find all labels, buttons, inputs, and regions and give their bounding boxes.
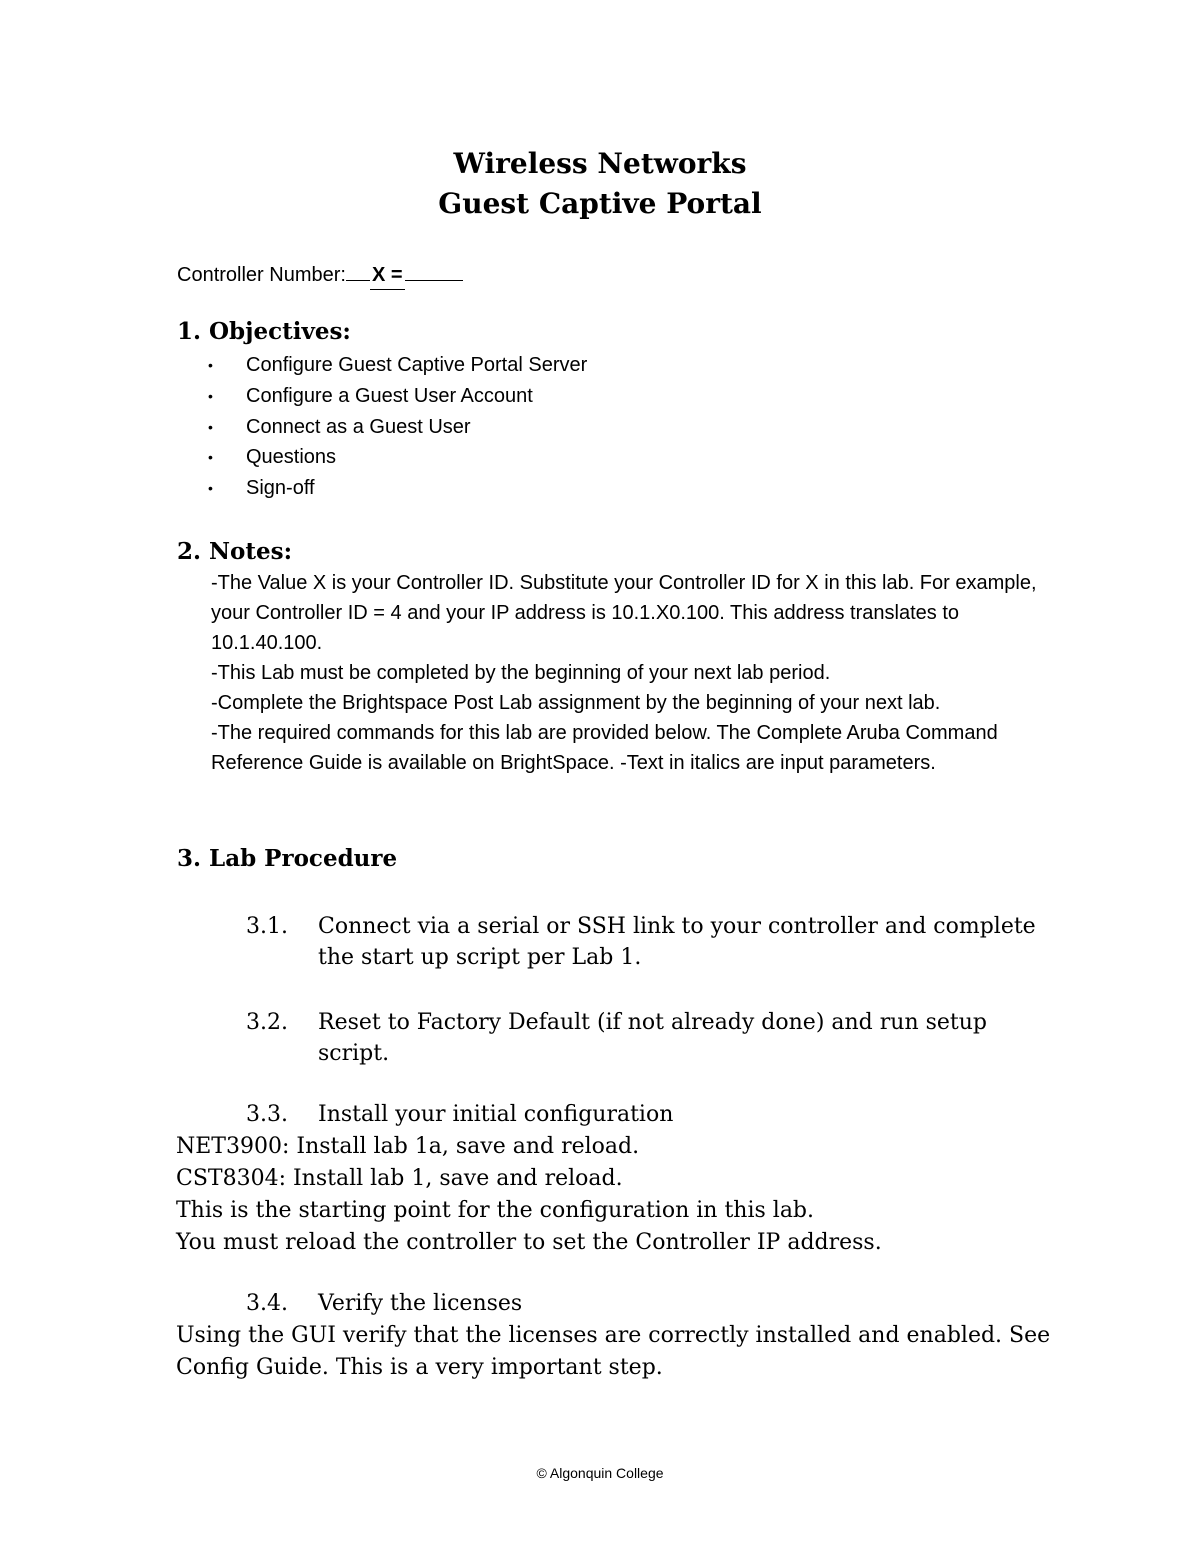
controller-number-field [177,258,463,290]
detail-line: NET3900: Install lab 1a, save and reload. [176,1134,640,1159]
objective-text: Configure Guest Captive Portal Server [246,354,588,376]
controller-blank-lead [346,258,370,281]
list-item [208,412,587,443]
notes-heading: 2. Notes: [177,538,293,565]
step-34-details [176,1320,1056,1384]
detail-line: Using the GUI verify that the licenses are correctly installed and enabled. See Config Guide. This is a very important step. [176,1323,1051,1380]
bullet-icon: • [208,449,213,466]
detail-line: This is the starting point for the configuration in this lab. [176,1198,815,1223]
objective-text: Configure a Guest User Account [246,384,533,407]
step-text: Verify the licenses [318,1291,523,1316]
step-33-details [176,1131,1056,1259]
step-number: 3.3. [246,1102,288,1127]
step-number: 3.2. [246,1010,288,1035]
step-number: 3.1. [246,914,288,939]
note-paragraph: -Complete the Brightspace Post Lab assignment by the beginning of your next lab. [211,692,941,714]
bullet-icon: • [208,418,213,435]
bullet-icon: • [208,387,213,404]
objective-text: Sign-off [246,477,315,500]
list-item [208,473,587,504]
objective-text: Connect as a Guest User [246,415,471,438]
objective-text: Questions [246,446,337,469]
list-item [208,442,587,473]
page-footer: © Algonquin College [536,1465,664,1481]
controller-number-label: Controller Number: [177,264,346,286]
note-paragraph: -The Value X is your Controller ID. Substitute your Controller ID for X in this lab. For example, your Controller ID = 4 and your IP address is 10.1.X0.100. This address translates to 10.1.40.100. [211,572,1037,654]
note-paragraph: -This Lab must be completed by the beginning of your next lab period. [211,662,831,684]
controller-number-value: X = [370,261,405,290]
objectives-list [208,350,587,504]
note-paragraph: -The required commands for this lab are provided below. The Complete Aruba Command Reference Guide is available on BrightSpace. -Text in italics are input parameters. [211,722,998,774]
bullet-icon: • [208,357,213,373]
bullet-icon: • [208,480,213,497]
document-title: Wireless Networks [453,147,747,180]
notes-body [211,568,1041,778]
step-text: Install your initial configuration [318,1102,674,1127]
detail-line: CST8304: Install lab 1, save and reload. [176,1166,623,1191]
detail-line: You must reload the controller to set the Controller IP address. [176,1230,882,1255]
objectives-heading: 1. Objectives: [177,318,351,345]
step-number: 3.4. [246,1291,288,1316]
list-item [208,350,587,381]
procedure-heading: 3. Lab Procedure [177,845,398,872]
step-text: Connect via a serial or SSH link to your controller and complete the start up script per Lab 1. [318,914,1036,970]
list-item [208,381,587,412]
controller-blank-trail [405,258,463,281]
document-subtitle: Guest Captive Portal [438,187,762,220]
step-text: Reset to Factory Default (if not already done) and run setup script. [318,1010,988,1066]
